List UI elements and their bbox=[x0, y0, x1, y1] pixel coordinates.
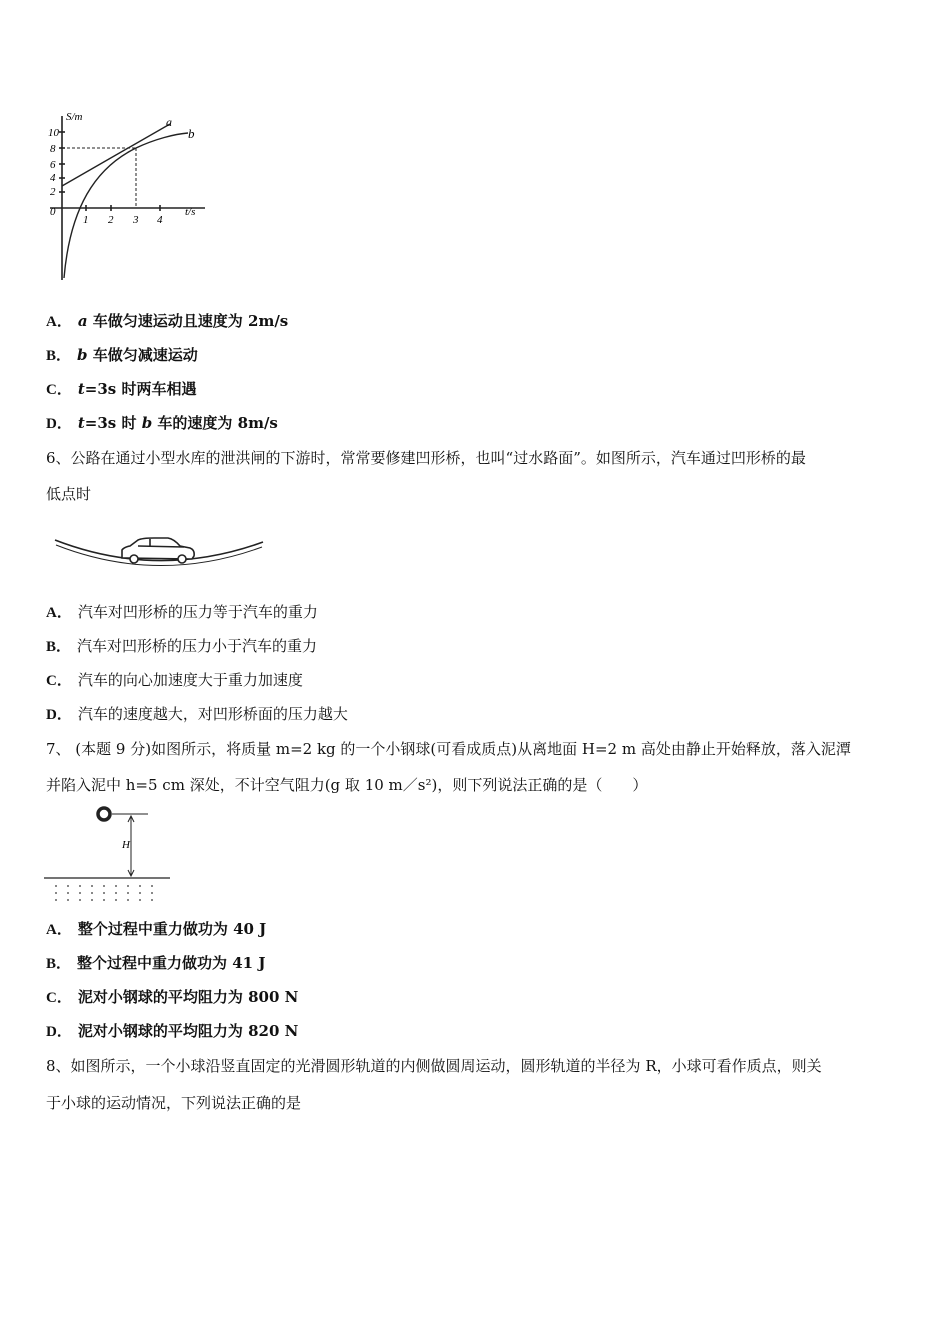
q6-option-a: A． 汽车对凹形桥的压力等于汽车的重力 bbox=[46, 603, 318, 621]
q5-option-c: C． t=3s 时两车相遇 bbox=[46, 380, 197, 398]
q6-option-c: C． 汽车的向心加速度大于重力加速度 bbox=[46, 671, 303, 689]
q7-option-a: A． 整个过程中重力做功为 40 J bbox=[46, 920, 267, 938]
q5-option-a: A． a 车做匀速运动且速度为 2m/s bbox=[46, 312, 289, 330]
q7-option-d: D． 泥对小钢球的平均阻力为 820 N bbox=[46, 1022, 299, 1040]
graph-ylabel: S/m bbox=[66, 111, 83, 123]
q8-stem-line1: 8、如图所示，一个小球沿竖直固定的光滑圆形轨道的内侧做圆周运动，圆形轨道的半径为 R，小球可看作质点，则关 bbox=[46, 1057, 822, 1075]
q7-stem-line2: 并陷入泥中 h=5 cm 深处，不计空气阻力(g 取 10 m／s²)，则下列说法正确的是（ ） bbox=[46, 776, 648, 794]
steel-ball-drop-figure bbox=[42, 802, 174, 908]
q6-option-d: D． 汽车的速度越大，对凹形桥面的压力越大 bbox=[46, 705, 348, 723]
q5-option-b: B． b 车做匀减速运动 bbox=[46, 346, 198, 364]
q7-option-b: B． 整个过程中重力做功为 41 J bbox=[46, 954, 266, 972]
q7-stem-line1: 7、 (本题 9 分)如图所示，将质量 m=2 kg 的一个小钢球(可看成质点)从离地面 H=2 m 高处由静止开始释放，落入泥潭 bbox=[46, 740, 851, 758]
q6-option-b: B． 汽车对凹形桥的压力小于汽车的重力 bbox=[46, 637, 318, 655]
st-graph-figure bbox=[40, 108, 220, 288]
ytick-4: 4 bbox=[50, 172, 56, 184]
ytick-10: 10 bbox=[48, 127, 59, 139]
xtick-1: 1 bbox=[83, 214, 89, 226]
concave-bridge-car-figure bbox=[50, 528, 270, 576]
q6-stem-line2: 低点时 bbox=[46, 485, 92, 503]
ytick-2: 2 bbox=[50, 186, 56, 198]
ytick-6: 6 bbox=[50, 159, 56, 171]
graph-xlabel: t/s bbox=[185, 206, 196, 218]
xtick-2: 2 bbox=[108, 214, 114, 226]
q5-option-d: D． t=3s 时 b 车的速度为 8m/s bbox=[46, 414, 278, 432]
q8-stem-line2: 于小球的运动情况，下列说法正确的是 bbox=[46, 1094, 302, 1112]
xtick-3: 3 bbox=[133, 214, 139, 226]
xtick-4: 4 bbox=[157, 214, 163, 226]
curve-a-label: a bbox=[166, 115, 172, 129]
q6-stem-line1: 6、公路在通过小型水库的泄洪闸的下游时，常常要修建凹形桥，也叫“过水路面”。如图所示，汽车通过凹形桥的最 bbox=[46, 449, 806, 467]
origin-label: 0 bbox=[50, 206, 56, 218]
curve-b-label: b bbox=[188, 126, 195, 141]
q7-option-c: C． 泥对小钢球的平均阻力为 800 N bbox=[46, 988, 299, 1006]
height-label: H bbox=[122, 839, 130, 851]
ytick-8: 8 bbox=[50, 143, 56, 155]
